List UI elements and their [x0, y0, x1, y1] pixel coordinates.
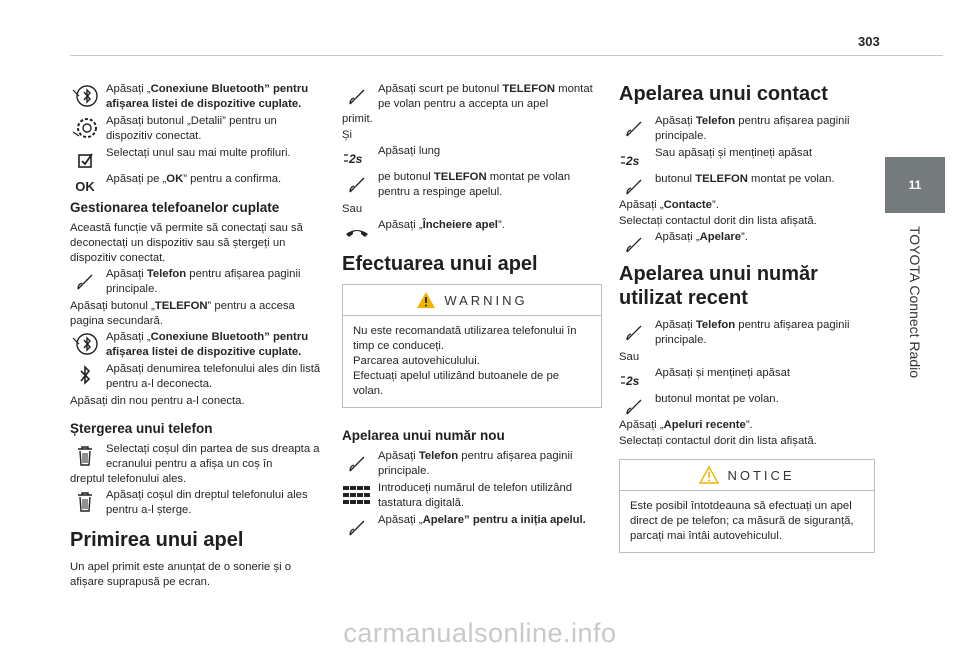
- heading-make-call: Efectuarea unui apel: [342, 253, 538, 275]
- text-bold: TELEFON: [695, 173, 748, 185]
- warning-header: [343, 285, 601, 316]
- touch-icon: [70, 267, 100, 295]
- text: Apăsați lung: [378, 145, 441, 157]
- text: ”.: [497, 219, 505, 231]
- paragraph: Sau: [619, 351, 640, 363]
- text: butonul montat pe volan.: [655, 393, 779, 405]
- bluetooth-icon: [70, 362, 100, 390]
- heading-delete-phone: Ștergerea unui telefon: [70, 421, 213, 436]
- heading-manage-phones: Gestionarea telefoanelor cuplate: [70, 200, 280, 215]
- warning-body: [343, 316, 601, 407]
- text-bold: Telefon: [146, 268, 187, 280]
- step-reject-call: [342, 170, 602, 200]
- step-confirm-ok: [70, 172, 322, 194]
- paragraph: Această funcție vă permite să conectați sau să deconectați un dispozitiv sau să ștergeți un dispozitiv conectat.: [70, 222, 303, 264]
- text-bold: Contacte: [663, 199, 712, 211]
- chapter-label: TOYOTA Connect Radio: [907, 226, 923, 378]
- trash-icon: [70, 442, 100, 470]
- touch-icon: [619, 392, 649, 420]
- heading-receive-call: Primirea unui apel: [70, 529, 244, 551]
- text: Apăsați: [378, 450, 419, 462]
- touch-icon: [342, 170, 372, 198]
- text: Apăsați „: [378, 514, 423, 526]
- column-left: [70, 82, 322, 591]
- text: Apăsați butonul „: [70, 300, 155, 312]
- long-press-icon: [342, 144, 372, 172]
- text-bold: TELEFON: [433, 171, 487, 183]
- step-select-profiles: [70, 146, 322, 162]
- step-select-bin: [70, 442, 322, 472]
- text: Apăsați: [655, 319, 696, 331]
- chapter-tab: [885, 157, 945, 213]
- text: Apăsați „: [655, 231, 700, 243]
- svg-text:2s: 2s: [349, 152, 363, 166]
- text: Selectați coșul din partea de sus dreapta a ecranului pentru a afișa un coș în: [106, 443, 320, 470]
- text: Sau apăsați și mențineți apăsat: [655, 147, 812, 159]
- notice-icon: [699, 466, 719, 484]
- watermark: carmanualsonline.info: [343, 618, 617, 648]
- hang-up-icon: [342, 218, 372, 246]
- text: Introduceți numărul de telefon utilizând tastatura digitală.: [378, 482, 573, 509]
- heading-recent: Apelarea unui număr utilizat recent: [619, 263, 818, 309]
- step-long-press: [342, 144, 602, 166]
- checkbox-icon: [70, 146, 100, 174]
- text-bold: OK: [166, 173, 184, 185]
- touch-icon: [342, 449, 372, 477]
- touch-icon: [619, 230, 649, 258]
- text: Apăsați coșul din dreptul telefonului ales pentru a-l șterge.: [106, 489, 308, 516]
- warning-text: Efectuați apelul utilizând butoanele de pe volan.: [353, 370, 560, 397]
- step-contact-main: [619, 114, 875, 144]
- paragraph: Și: [342, 129, 353, 141]
- text: Apăsați „: [619, 199, 664, 211]
- text: Apăsați: [655, 115, 696, 127]
- step-dial: [342, 513, 602, 529]
- text: butonul: [655, 173, 696, 185]
- text-bold: Telefon: [695, 115, 736, 127]
- warning-title: WARNING: [444, 292, 528, 308]
- bluetooth-touch-icon: [70, 82, 100, 110]
- ok-icon: OK: [75, 178, 95, 194]
- notice-header: [620, 460, 874, 491]
- warning-box: [342, 284, 602, 408]
- text-bold: Apelare” pentru a iniția apelul.: [422, 514, 586, 526]
- heading-new-number: Apelarea unui număr nou: [342, 428, 505, 443]
- trash-icon: [70, 488, 100, 516]
- paragraph: [619, 198, 875, 213]
- page-number: 303: [858, 34, 880, 49]
- text: ”.: [711, 199, 719, 211]
- chapter-number: 11: [908, 178, 922, 192]
- text: ”.: [745, 419, 753, 431]
- text: montat pe volan.: [747, 173, 835, 185]
- text: Apăsați denumirea telefonului ales din listă pentru a-l deconecta.: [106, 363, 321, 390]
- warning-icon: [416, 291, 436, 309]
- paragraph: Sau: [342, 203, 363, 215]
- paragraph: Un apel primit este anunțat de o sonerie și o afișare suprapusă pe ecran.: [70, 561, 292, 588]
- warning-text: Nu este recomandată utilizarea telefonului în timp ce conduceți.: [353, 325, 577, 352]
- step-bluetooth-connection: [70, 82, 322, 112]
- text: ”.: [741, 231, 748, 243]
- text-bold: TELEFON: [154, 300, 208, 312]
- column-right: [619, 82, 875, 565]
- touch-icon: [342, 513, 372, 541]
- text: pe butonul: [378, 171, 434, 183]
- step-bluetooth-connection-2: [70, 330, 322, 360]
- text: Apăsați „: [106, 83, 151, 95]
- step-recent-button: [619, 392, 875, 408]
- text: Apăsați „: [619, 419, 664, 431]
- bluetooth-touch-icon: [70, 330, 100, 358]
- step-disconnect: [70, 362, 322, 392]
- paragraph: [70, 299, 322, 329]
- step-details: [70, 114, 322, 144]
- paragraph: Selectați contactul dorit din lista afișată.: [619, 215, 817, 227]
- touch-icon: [619, 318, 649, 346]
- step-accept-call: [342, 82, 602, 112]
- long-press-icon: [619, 146, 649, 174]
- step-phone-main: [70, 267, 322, 297]
- notice-body: Este posibil întotdeauna să efectuați un apel direct de pe telefon; ca măsură de siguranță, parcați mai întâi autovehiculul.: [630, 500, 854, 542]
- step-contact-dial: [619, 230, 875, 246]
- text: Apăsați „: [106, 331, 151, 343]
- text-bold: Apeluri recente: [663, 419, 746, 431]
- step-contact-button: [619, 172, 875, 188]
- text: Apăsați scurt pe butonul: [378, 83, 503, 95]
- warning-text: Parcarea autovehiculului.: [353, 355, 480, 367]
- step-delete: [70, 488, 322, 518]
- text-bold: Conexiune Bluetooth” pentru afișarea listei de dispozitive cuplate.: [106, 83, 309, 110]
- paragraph: dreptul telefonului ales.: [70, 473, 187, 485]
- text: Apăsați butonul „Detalii” pentru un dispozitiv conectat.: [106, 115, 277, 142]
- touch-icon: [342, 82, 372, 110]
- step-recent-long-press: [619, 366, 875, 388]
- text-bold: Apelare: [699, 231, 742, 243]
- long-press-icon: [619, 366, 649, 394]
- touch-icon: [619, 172, 649, 200]
- text-bold: TELEFON: [502, 83, 556, 95]
- text: montat pe volan pentru a accepta un apel: [378, 83, 593, 110]
- touch-icon: [619, 114, 649, 142]
- step-keypad: [342, 481, 602, 511]
- text: ” pentru a confirma.: [183, 173, 282, 185]
- top-divider: [70, 55, 943, 56]
- step-end-call: [342, 218, 602, 234]
- step-new-main: [342, 449, 602, 479]
- text: montat pe volan pentru a respinge apelul.: [378, 171, 571, 198]
- notice-box: [619, 459, 875, 553]
- text-bold: Telefon: [418, 450, 459, 462]
- text-bold: Telefon: [695, 319, 736, 331]
- column-middle: [342, 82, 602, 531]
- text: pentru afișarea paginii principale.: [655, 115, 850, 142]
- text: pentru afișarea paginii principale.: [655, 319, 850, 346]
- text: pentru afișarea paginii principale.: [378, 450, 573, 477]
- text: Apăsați „: [378, 219, 423, 231]
- text-bold: Încheiere apel: [422, 219, 498, 231]
- step-contact-long-press: [619, 146, 875, 168]
- svg-text:2s: 2s: [626, 374, 640, 388]
- paragraph: Apăsați din nou pentru a-l conecta.: [70, 395, 245, 407]
- text: Apăsați și mențineți apăsat: [655, 367, 791, 379]
- paragraph: [619, 418, 875, 433]
- text: ” pentru a accesa pagina secundară.: [70, 300, 295, 327]
- step-recent-main: [619, 318, 875, 348]
- paragraph: Selectați contactul dorit din lista afișată.: [619, 435, 817, 447]
- text-bold: Conexiune Bluetooth” pentru afișarea listei de dispozitive cuplate.: [106, 331, 309, 358]
- heading-call-contact: Apelarea unui contact: [619, 83, 828, 105]
- paragraph: primit.: [342, 113, 373, 125]
- text: Apăsați: [106, 268, 147, 280]
- text: Apăsați pe „: [106, 173, 167, 185]
- text: Selectați unul sau mai multe profiluri.: [106, 147, 291, 159]
- settings-touch-icon: [70, 114, 100, 142]
- notice-title: NOTICE: [727, 467, 795, 483]
- svg-text:2s: 2s: [626, 154, 640, 168]
- keypad-icon: [342, 481, 372, 509]
- text: pentru afișarea paginii principale.: [106, 268, 301, 295]
